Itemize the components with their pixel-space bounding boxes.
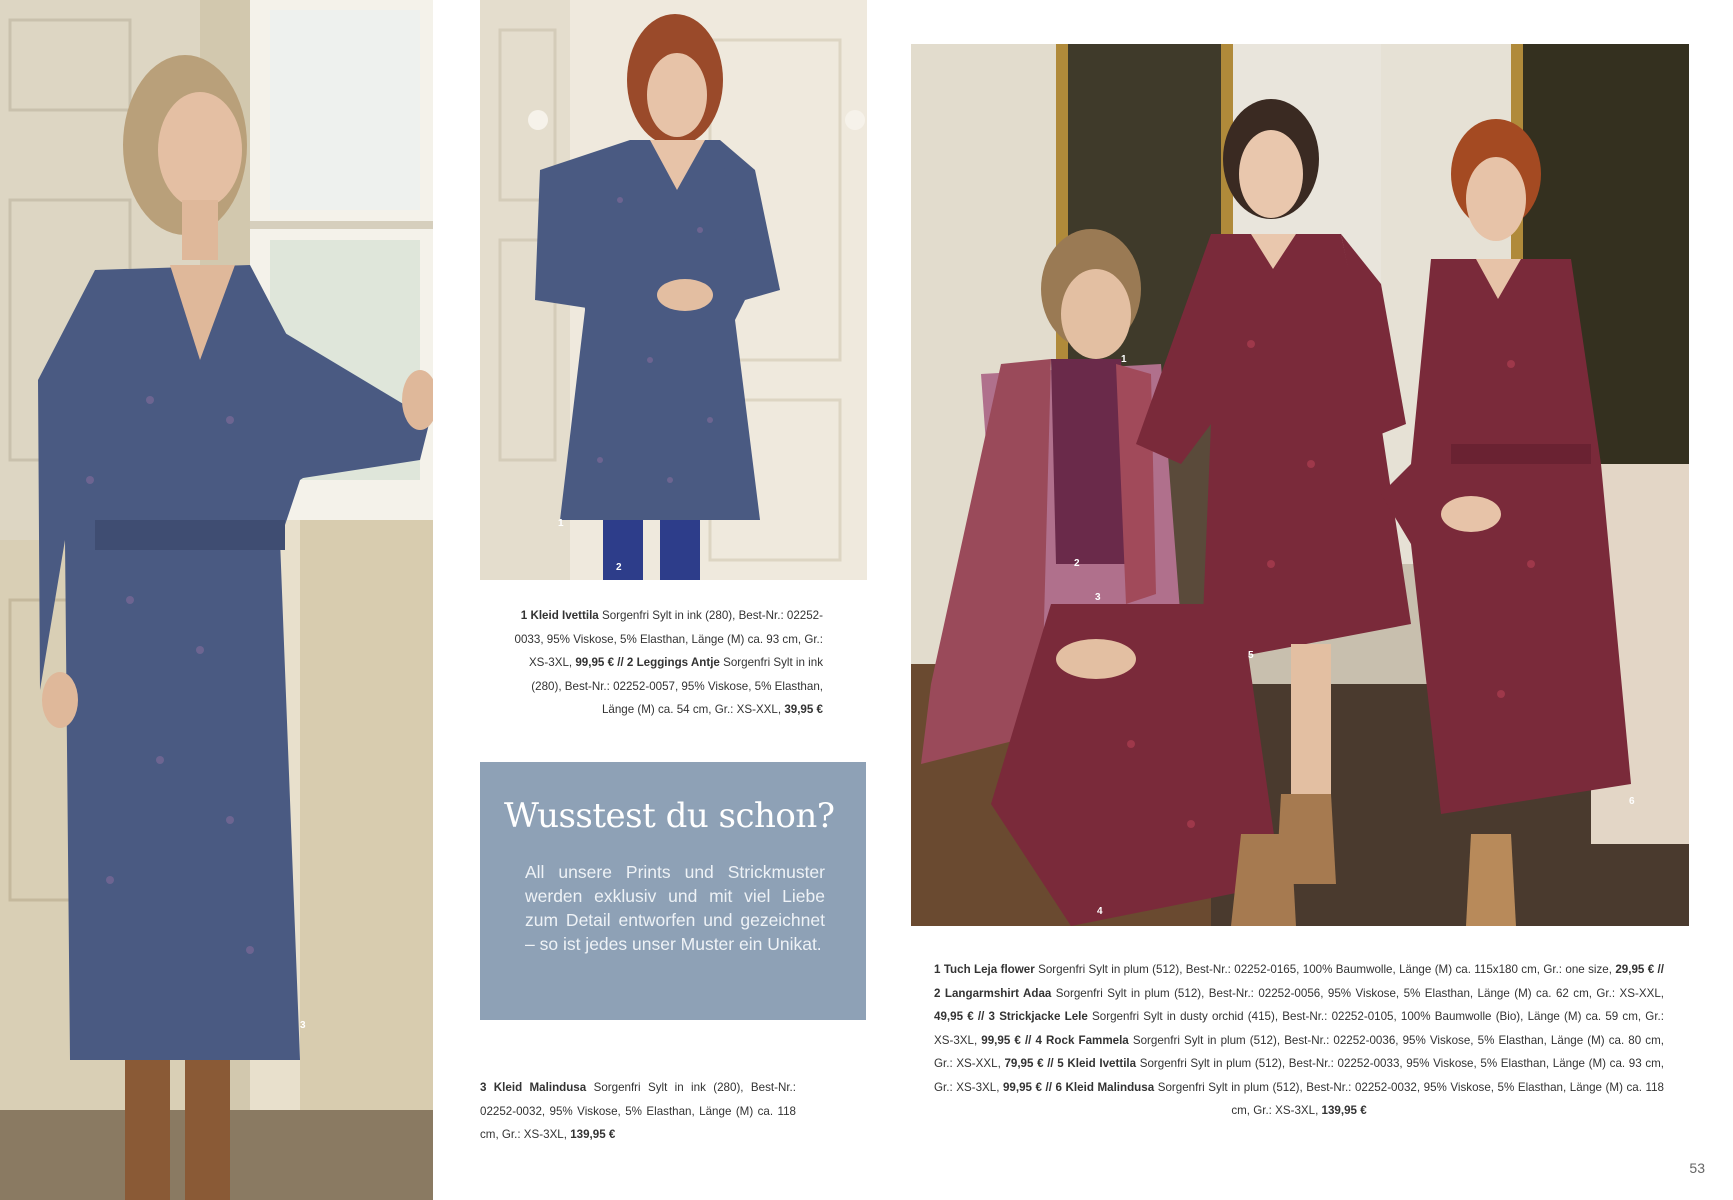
item-number-6: 6 (1629, 796, 1635, 807)
caption-item-price: 99,95 € // 2 Leggings Antje (575, 656, 720, 669)
caption-item-details: Sorgenfri Sylt in plum (512), Best-Nr.: 02252-0033, 95% Viskose, 5% Elasthan, Länge (M) ca. 93 cm, Gr.: XS-3XL, (934, 1057, 1664, 1094)
info-box-title: Wusstest du schon? (504, 796, 835, 836)
caption-item-price: 139,95 € (1321, 1104, 1367, 1117)
caption-item-details: Sorgenfri Sylt in plum (512), Best-Nr.: 02252-0032, 95% Viskose, 5% Elasthan, Länge (M) ca. 118 cm, Gr.: XS-3XL, (1154, 1080, 1664, 1117)
item-number-3: 3 (1095, 592, 1101, 603)
did-you-know-box (480, 762, 866, 1020)
caption-plum-outfits (934, 958, 1664, 1123)
caption-item-details: Sorgenfri Sylt in ink (280), Best-Nr.: 02252-0033, 95% Viskose, 5% Elasthan, Länge (M) ca. 93 cm, Gr.: XS-3XL, (514, 609, 823, 669)
caption-item-details: Sorgenfri Sylt in plum (512), Best-Nr.: 02252-0165, 100% Baumwolle, Länge (M) ca. 115x180 cm, Gr.: one size, (1034, 963, 1616, 976)
caption-item-details: Sorgenfri Sylt in plum (512), Best-Nr.: 02252-0036, 95% Viskose, 5% Elasthan, Länge (M) ca. 80 cm, Gr.: XS-XXL, (934, 1033, 1664, 1070)
photo-woman-door (480, 0, 867, 580)
caption-item-price: 79,95 € // 5 Kleid Ivettila (1004, 1057, 1137, 1070)
photo-woman-window (0, 0, 433, 1200)
caption-item-details: Sorgenfri Sylt in ink (280), Best-Nr.: 02252-0057, 95% Viskose, 5% Elasthan, Länge (M) ca. 54 cm, Gr.: XS-XXL, (531, 656, 823, 716)
caption-item-details: Sorgenfri Sylt in plum (512), Best-Nr.: 02252-0056, 95% Viskose, 5% Elasthan, Länge (M) ca. 62 cm, Gr.: XS-XXL, (1051, 986, 1664, 1000)
item-number-2: 2 (616, 562, 622, 573)
caption-item-price: 49,95 € // 3 Strickjacke Lele (934, 1010, 1088, 1023)
caption-item-price: 99,95 € // 4 Rock Fammela (981, 1033, 1129, 1047)
item-number-5: 5 (1248, 650, 1254, 661)
caption-item-name: 3 Kleid Malindusa (480, 1081, 587, 1094)
item-number-1: 1 (1121, 354, 1127, 365)
caption-item-name: 1 Kleid Ivettila (520, 609, 599, 622)
photo-three-women (911, 44, 1689, 926)
info-box-text: All unsere Prints und Strickmuster werden exklusiv und mit viel Liebe zum Detail entworfen und gezeichnet – so ist jedes unser Muster ein Unikat. (525, 862, 825, 954)
item-number-2: 2 (1074, 558, 1080, 569)
caption-item-price: 29,95 € // 2 Langarmshirt Adaa (934, 963, 1664, 1000)
item-number-1: 1 (558, 518, 564, 529)
caption-item-price: 139,95 € (570, 1128, 616, 1141)
caption-item-price: 99,95 € // 6 Kleid Malindusa (1002, 1080, 1155, 1094)
caption-item-details: Sorgenfri Sylt in ink (280), Best-Nr.: 02252-0032, 95% Viskose, 5% Elasthan, Länge (M) ca. 118 cm, Gr.: XS-3XL, (480, 1081, 796, 1141)
caption-item-name: 1 Tuch Leja flower (934, 963, 1035, 976)
caption-item-price: 39,95 € (784, 703, 823, 716)
page-number: 53 (1689, 1160, 1705, 1176)
item-number-4: 4 (1097, 906, 1103, 917)
caption-item-details: Sorgenfri Sylt in dusty orchid (415), Best-Nr.: 02252-0105, 100% Baumwolle (Bio), Länge (M) ca. 59 cm, Gr.: XS-3XL, (934, 1010, 1664, 1047)
caption-dress-malindusa (480, 1076, 796, 1147)
caption-dress-leggings (507, 604, 823, 722)
item-number-3: 3 (300, 1020, 306, 1031)
